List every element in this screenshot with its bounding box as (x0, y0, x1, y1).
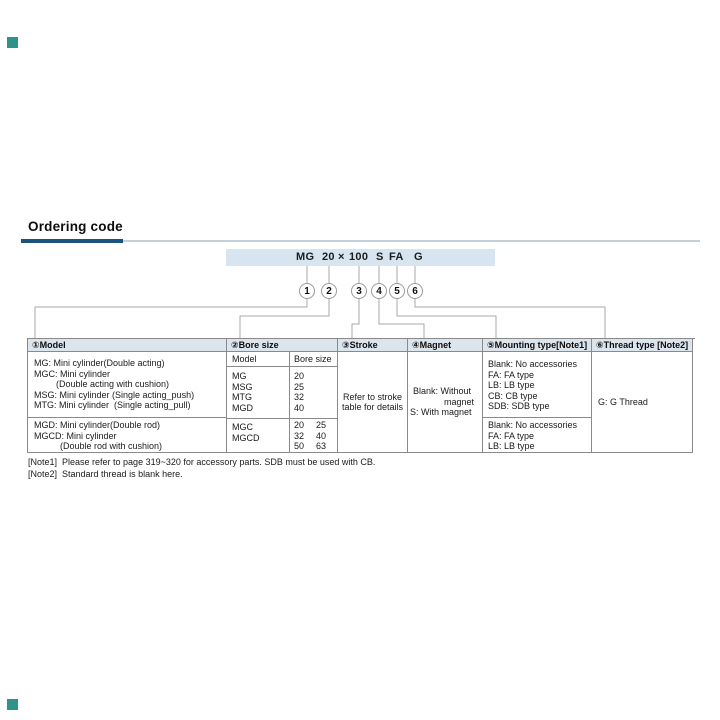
bore-size-value: 50 (294, 441, 305, 451)
code-part-model: MG (296, 251, 315, 263)
header-model: ①Model (28, 339, 227, 352)
callout-circle-3: 3 (351, 283, 367, 299)
stroke-text: table for details (341, 402, 404, 412)
callout-circle-6: 6 (407, 283, 423, 299)
mounting-option: LB: LB type (488, 380, 535, 390)
mounting-option: Blank: No accessories (488, 420, 578, 430)
mounting-option: Blank: No accessories (488, 359, 578, 369)
mounting-option: FA: FA type (488, 369, 535, 380)
header-mounting-type: ⑤Mounting type[Note1] (483, 339, 592, 352)
header-stroke: ③Stroke (338, 339, 408, 352)
bore-size-value: 20 (294, 420, 305, 430)
bore-size-value: 32 (294, 392, 305, 402)
note-1: [Note1] Please refer to page 319~320 for accessory parts. SDB must be used with CB. (28, 457, 376, 467)
bore-subtable-row-rule (227, 418, 337, 419)
magnet-text: magnet (443, 396, 474, 407)
bore-size-value: 32 (294, 430, 305, 441)
bore-size-value: 63 (316, 441, 327, 451)
bore-model: MGC (232, 422, 253, 432)
magnet-cell (408, 352, 483, 453)
callout-circle-2: 2 (321, 283, 337, 299)
bore-model: MTG (232, 392, 252, 402)
mounting-option: LB: LB type (488, 441, 535, 451)
mounting-list-row1 (483, 352, 592, 418)
bore-model: MGD (232, 402, 253, 413)
model-list-row1 (28, 352, 227, 418)
model-line: MGCD: Mini cylinder (34, 430, 117, 441)
bore-size-value: 40 (294, 402, 305, 413)
code-part-stroke: 100 (349, 251, 369, 263)
bore-model: MGCD (232, 432, 260, 443)
bore-model: MSG (232, 381, 253, 392)
bore-size-value: 20 (294, 371, 305, 381)
code-part-times: × (338, 251, 345, 263)
model-line: MGC: Mini cylinder (34, 368, 111, 379)
bore-subheader-size: Bore size (294, 354, 332, 364)
mounting-option: SDB: SDB type (488, 401, 550, 411)
bore-row1-models (232, 371, 253, 413)
page-title: Ordering code (28, 219, 123, 234)
bore-size-value: 40 (316, 430, 327, 441)
bore-subheader-model: Model (232, 354, 257, 364)
model-line: MGD: Mini cylinder(Double rod) (34, 420, 161, 430)
bore-size-pair (294, 431, 326, 442)
mounting-option: FA: FA type (488, 430, 535, 441)
model-list-row2 (28, 418, 227, 453)
thread-text: G: G Thread (598, 396, 648, 407)
thread-cell (592, 352, 693, 453)
header-magnet: ④Magnet (408, 339, 483, 352)
bore-size-pair (294, 441, 326, 452)
bore-row2-models (232, 422, 260, 443)
note-2: [Note2] Standard thread is blank here. (28, 469, 183, 479)
magnet-text: Blank: Without (413, 386, 472, 397)
bore-model: MG (232, 371, 247, 381)
code-part-mounting: FA (389, 251, 404, 263)
bore-row1-sizes (294, 371, 304, 413)
bore-size-subtable (227, 352, 338, 453)
model-line: MSG: Mini cylinder (Single acting_push) (34, 389, 195, 400)
callout-circle-5: 5 (389, 283, 405, 299)
magnet-text: S: With magnet (410, 407, 472, 418)
mounting-option: CB: CB type (488, 390, 538, 401)
header-bore-size: ②Bore size (227, 339, 338, 352)
code-part-magnet: S (376, 251, 384, 263)
model-line: (Double rod with cushion) (60, 441, 163, 451)
bore-size-value: 25 (294, 381, 305, 392)
bore-size-pair (294, 420, 326, 431)
stroke-cell (338, 352, 408, 453)
bore-size-value: 25 (316, 420, 327, 430)
model-line: MG: Mini cylinder(Double acting) (34, 358, 165, 368)
bore-row2-sizes (294, 420, 326, 452)
ordering-table (27, 338, 695, 453)
bore-subtable-header-rule (227, 366, 337, 367)
mounting-list-row2 (483, 418, 592, 453)
bore-subtable-divider (289, 352, 290, 452)
model-line: MTG: Mini cylinder (Single acting_pull) (34, 400, 191, 410)
header-thread-type: ⑥Thread type [Note2] (592, 339, 693, 352)
code-part-thread: G (414, 251, 423, 263)
stroke-text: Refer to stroke (342, 391, 403, 402)
model-line: (Double acting with cushion) (56, 379, 170, 389)
code-part-bore: 20 (322, 251, 335, 263)
callout-circle-4: 4 (371, 283, 387, 299)
callout-circle-1: 1 (299, 283, 315, 299)
